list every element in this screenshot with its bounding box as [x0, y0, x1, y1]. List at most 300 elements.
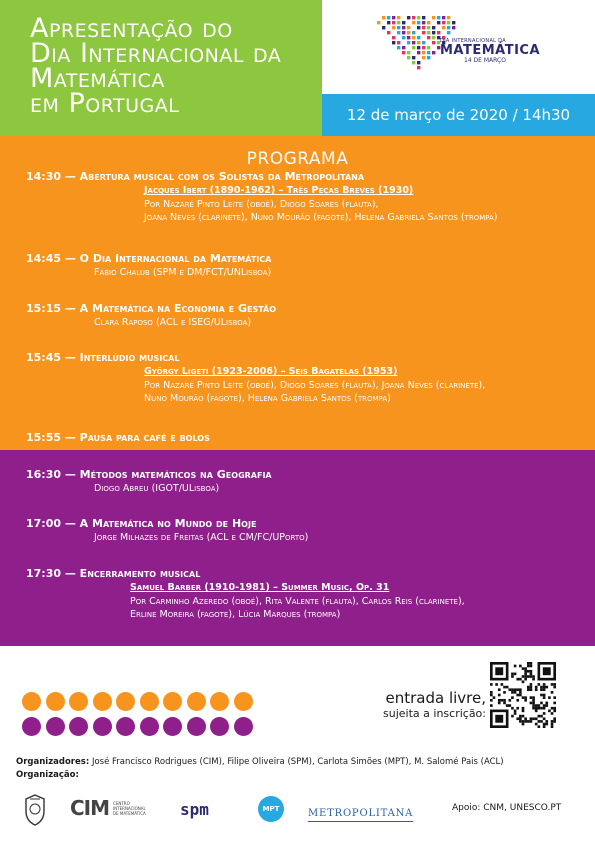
qr-cell [503, 699, 506, 702]
logo-dot [452, 26, 455, 29]
program-item-speaker: Diogo Abreu (IGOT/ULisboa) [94, 483, 220, 494]
logo-dot [392, 21, 395, 24]
qr-cell [553, 696, 556, 699]
qr-cell [527, 686, 530, 689]
qr-cell [538, 707, 541, 710]
qr-cell [543, 686, 546, 689]
qr-cell [490, 662, 508, 665]
qr-cell [543, 725, 546, 728]
program-item-speaker: Fábio Chalub (SPM e DM/FCT/UNLisboa) [94, 267, 272, 278]
qr-cell [553, 710, 556, 713]
logo-dot [432, 31, 435, 34]
logo-dot [417, 21, 420, 24]
logo-dot [417, 51, 420, 54]
logo-dot [432, 26, 435, 29]
logo-dot [412, 21, 415, 24]
qr-cell [535, 707, 538, 710]
entrada-info [370, 689, 486, 720]
qr-cell [535, 686, 538, 689]
logo-dot [412, 16, 415, 19]
qr-cell [535, 723, 538, 726]
qr-cell [545, 704, 548, 707]
qr-cell [538, 725, 541, 728]
qr-cell [551, 712, 554, 715]
qr-cell [543, 696, 546, 699]
logo-dot [402, 36, 405, 39]
program-item-time-title: 14:30 — Abertura musical com os Solistas da Metropolitana [26, 170, 365, 183]
spm-logo [180, 800, 209, 819]
logo-dot [417, 16, 420, 19]
organizacao-label: Organização: [16, 770, 79, 780]
logo-dot [437, 21, 440, 24]
qr-cell [498, 702, 501, 705]
qr-cell [495, 667, 503, 675]
decorative-dots [22, 692, 262, 738]
logo-dot [412, 61, 415, 64]
qr-cell [540, 688, 543, 691]
title-line-2: Dia Internacional da [30, 38, 282, 69]
logo-dot [397, 16, 400, 19]
qr-cell [538, 704, 541, 707]
program-item-time-title: 17:00 — A Matemática no Mundo de Hoje [26, 517, 257, 530]
logo-dot [417, 61, 420, 64]
qr-cell [553, 702, 556, 705]
qr-cell [516, 688, 519, 691]
qr-cell [524, 667, 527, 670]
program-item-time-title: 14:45 — O Dia Internacional da Matemática [26, 252, 272, 265]
logo-dot [447, 21, 450, 24]
logo-dot [422, 31, 425, 34]
program-item-performers: Por Nazaré Pinto Leite (oboé), Diogo Soares (flauta), Joana Neves (clarinete), [144, 379, 486, 391]
program-item-performers: Nuno Mourão (fagote), Helena Gabriela Santos (trompa) [144, 393, 391, 404]
qr-cell [551, 707, 554, 710]
qr-cell [501, 683, 504, 686]
qr-cell [495, 715, 503, 723]
logo-dot [427, 36, 430, 39]
qr-cell [543, 704, 546, 707]
logo-dot [412, 46, 415, 49]
organizadores-label: Organizadores: [16, 757, 90, 767]
qr-cell [553, 707, 556, 710]
qr-cell [522, 696, 525, 699]
logo-dot [392, 41, 395, 44]
program-item-work-text: Jacques Ibert (1890-1962) – Três Peças Breves (1930) [144, 185, 414, 196]
qr-cell [490, 694, 493, 697]
decorative-dot [210, 692, 229, 711]
qr-cell [545, 723, 548, 726]
qr-cell [530, 686, 533, 689]
mpt-logo-text: MPT [262, 805, 280, 813]
qr-cell [514, 710, 517, 713]
qr-cell [490, 678, 508, 681]
program-item [26, 302, 276, 330]
logo-dot [397, 21, 400, 24]
program-item-work [26, 581, 465, 595]
qr-cell [538, 720, 541, 723]
logo-dot [407, 16, 410, 19]
logo-dot [407, 41, 410, 44]
inscricao-text: sujeita a inscrição: [383, 707, 486, 720]
qr-cell [540, 707, 543, 710]
qr-cell [506, 710, 509, 728]
qr-cell [548, 710, 551, 713]
logo-dot [407, 51, 410, 54]
logo-dot [427, 31, 430, 34]
qr-cell [527, 688, 530, 691]
program-item-time-title: 17:30 — Encerramento musical [26, 567, 201, 580]
qr-cell [524, 717, 527, 720]
logo-dot [432, 41, 435, 44]
logo-dot [402, 31, 405, 34]
qr-cell [498, 694, 501, 697]
logo-dot [422, 16, 425, 19]
logo-dot [392, 16, 395, 19]
logo-dot [427, 46, 430, 49]
decorative-dot [140, 717, 159, 736]
program-item-time-title: 15:55 — Pausa para café e bolos [26, 431, 210, 444]
qr-cell [543, 694, 546, 697]
qr-cell [530, 683, 533, 686]
qr-cell [540, 686, 543, 689]
qr-cell [522, 667, 525, 670]
title-line-3: Matemática [30, 63, 165, 94]
qr-cell [551, 725, 554, 728]
qr-cell [514, 691, 517, 694]
qr-cell [516, 694, 519, 697]
qr-cell [551, 691, 554, 694]
logo-dot [442, 26, 445, 29]
logo-dot [432, 36, 435, 39]
program-item-speaker: Jorge Milhazes de Freitas (ACL e CM/FC/UPorto) [94, 532, 309, 543]
qr-cell [543, 683, 546, 686]
qr-cell [538, 683, 541, 686]
logo-dot [402, 26, 405, 29]
logo-dot [447, 16, 450, 19]
decorative-dot [46, 717, 65, 736]
qr-cell [527, 670, 530, 673]
qr-cell [490, 704, 493, 707]
logo-dot [382, 16, 385, 19]
program-item-work-text: György Ligeti (1923-2006) – Seis Bagatelas (1953) [144, 366, 398, 377]
qr-cell [538, 715, 541, 718]
qr-cell [543, 712, 546, 715]
qr-cell [522, 715, 525, 718]
qr-cell [551, 723, 554, 726]
date-time-banner [322, 94, 595, 136]
logo-dot [402, 46, 405, 49]
logo-dot [417, 41, 420, 44]
qr-cell [530, 720, 533, 723]
qr-cell [530, 688, 533, 691]
qr-cell [506, 662, 509, 680]
qr-cell [530, 670, 533, 673]
logo-dot [407, 56, 410, 59]
qr-cell [490, 662, 493, 680]
qr-cell [519, 691, 522, 694]
qr-cell [511, 675, 514, 678]
program-item [26, 351, 485, 406]
decorative-dot [69, 717, 88, 736]
qr-cell [535, 710, 538, 713]
qr-cell [532, 707, 535, 710]
decorative-dot [234, 692, 253, 711]
qr-cell [519, 717, 522, 720]
program-item [26, 567, 465, 622]
program-item [26, 468, 272, 496]
qr-cell [508, 704, 511, 707]
logo-dot [437, 16, 440, 19]
logo-dot [412, 31, 415, 34]
qr-cell [551, 720, 554, 723]
logo-dot [407, 36, 410, 39]
qr-cell [532, 678, 535, 681]
qr-cell [532, 717, 535, 720]
qr-cell [522, 723, 525, 726]
qr-cell [553, 720, 556, 723]
qr-cell [527, 662, 530, 665]
qr-cell [501, 699, 504, 702]
qr-cell [524, 675, 527, 678]
qr-cell [508, 699, 511, 702]
logo-dot [417, 36, 420, 39]
logo-small-text: DIA INTERNACIONAL DA [440, 38, 506, 44]
qr-cell [538, 662, 541, 680]
logo-dot [442, 16, 445, 19]
decorative-dot [187, 717, 206, 736]
qr-cell [508, 688, 511, 691]
program-item-speaker: Clara Raposo (ACL e ISEG/ULisboa) [94, 317, 252, 328]
qr-cell [519, 665, 522, 668]
organizadores-line [16, 757, 504, 767]
qr-cell [516, 699, 519, 702]
logo-date-text: 14 DE MARÇO [464, 57, 506, 64]
qr-cell [514, 665, 517, 668]
qr-cell [548, 696, 551, 699]
qr-cell [540, 694, 543, 697]
cim-logo-text: CIM [70, 796, 110, 820]
qr-cell [530, 665, 533, 668]
qr-cell [532, 696, 535, 699]
qr-cell [490, 699, 493, 702]
logo-dot [427, 21, 430, 24]
qr-cell [530, 702, 533, 705]
qr-cell [495, 683, 498, 686]
program-item-work-text: Samuel Barber (1910-1981) – Summer Music, Op. 31 [130, 582, 390, 593]
qr-cell [503, 691, 506, 694]
qr-cell [527, 720, 530, 723]
logo-dot [422, 26, 425, 29]
logo-dot [447, 31, 450, 34]
logo-dot [422, 51, 425, 54]
logo-dot [422, 21, 425, 24]
qr-cell [553, 683, 556, 686]
logo-dot [437, 31, 440, 34]
logo-dot [387, 21, 390, 24]
qr-cell [535, 688, 538, 691]
qr-cell [516, 678, 519, 681]
qr-cell [524, 673, 527, 676]
qr-cell [543, 707, 546, 710]
qr-cell [543, 667, 551, 675]
program-item [26, 431, 210, 445]
decorative-dot [116, 717, 135, 736]
program-item-performers: Joana Neves (clarinete), Nuno Mourão (fagote), Helena Gabriela Santos (trompa) [144, 212, 498, 223]
decorative-dot [187, 692, 206, 711]
qr-cell [540, 702, 543, 705]
logo-dot [402, 51, 405, 54]
qr-cell [524, 696, 527, 699]
qr-cell [514, 688, 517, 691]
qr-cell [535, 717, 538, 720]
qr-cell [519, 720, 522, 723]
logo-dot [387, 16, 390, 19]
qr-cell [530, 662, 533, 665]
qr-cell [535, 704, 538, 707]
decorative-dot [46, 692, 65, 711]
qr-cell [511, 707, 514, 710]
organizadores-names: José Francisco Rodrigues (CIM), Filipe Oliveira (SPM), Carlota Simões (MPT), M. Salomé Pais (ACL) [91, 757, 504, 767]
logo-dot [427, 26, 430, 29]
qr-cell [503, 702, 506, 705]
decorative-dot [163, 692, 182, 711]
qr-cell [490, 710, 493, 728]
mpt-logo [258, 796, 284, 822]
decorative-dot [93, 692, 112, 711]
decorative-dot [93, 717, 112, 736]
qr-cell [511, 691, 514, 694]
qr-cell [532, 699, 535, 702]
qr-cell [519, 715, 522, 718]
program-item-time-title: 16:30 — Métodos matemáticos na Geografia [26, 468, 272, 481]
qr-cell [540, 720, 543, 723]
decorative-dot [116, 692, 135, 711]
programa-heading: PROGRAMA [246, 149, 349, 169]
qr-cell [524, 699, 527, 702]
logo-dot [447, 26, 450, 29]
logo-dot [432, 16, 435, 19]
qr-cell [553, 662, 556, 680]
decorative-dot [140, 692, 159, 711]
qr-cell [511, 696, 514, 699]
qr-cell [543, 723, 546, 726]
qr-cell [506, 704, 509, 707]
logo-dot [397, 41, 400, 44]
spm-logo-text: spm [180, 800, 209, 819]
decorative-dot [22, 717, 41, 736]
program-item-work [26, 365, 485, 379]
dia-matematica-logo [322, 0, 595, 94]
program-item-performers: Por Nazaré Pinto Leite (oboé), Diogo Soares (flauta), [144, 198, 379, 210]
qr-cell [524, 670, 527, 673]
qr-cell [498, 688, 501, 691]
page-title [30, 13, 282, 119]
qr-cell [522, 680, 525, 683]
cim-logo [70, 796, 151, 820]
qr-cell [530, 675, 533, 678]
qr-cell [524, 720, 527, 723]
logo-dot [442, 21, 445, 24]
cim-logo-subtext: CENTRO INTERNACIONAL DE MATEMÁTICA [113, 800, 146, 816]
logo-dot [452, 21, 455, 24]
qr-cell [506, 686, 509, 689]
program-item [26, 252, 271, 280]
logo-dot [422, 46, 425, 49]
qr-cell [545, 702, 548, 705]
metropolitana-logo-text: METROPOLITANA [308, 808, 414, 819]
metropolitana-logo [308, 801, 413, 822]
logo-dot [387, 31, 390, 34]
qr-cell [551, 683, 554, 686]
qr-cell [538, 678, 556, 681]
qr-cell [498, 699, 501, 702]
date-time-text: 12 de março de 2020 / 14h30 [346, 106, 571, 124]
logo-dot [377, 21, 380, 24]
qr-cell [527, 675, 530, 678]
qr-cell [490, 683, 493, 686]
program-item-time-title: 15:45 — Interlúdio musical [26, 351, 180, 364]
logo-dot [392, 26, 395, 29]
qr-cell [545, 686, 548, 689]
logo-dot [397, 26, 400, 29]
logo-dot [417, 46, 420, 49]
qr-code-icon[interactable] [490, 662, 556, 728]
logo-dot [407, 31, 410, 34]
university-crest-icon [20, 793, 50, 827]
decorative-dot [69, 692, 88, 711]
qr-cell [543, 688, 546, 691]
qr-cell [516, 717, 519, 720]
qr-cell [540, 715, 543, 718]
qr-cell [530, 696, 533, 699]
apoio-text: Apoio: CNM, UNESCO.PT [452, 803, 562, 813]
qr-cell [545, 720, 548, 723]
qr-cell [490, 725, 508, 728]
logo-dot [422, 56, 425, 59]
qr-cell [532, 704, 535, 707]
qr-cell [490, 691, 493, 694]
logo-dot [432, 51, 435, 54]
logo-dot [417, 26, 420, 29]
program-item-performers: Erline Moreira (fagote), Lúcia Marques (trompa) [130, 609, 341, 620]
qr-cell [514, 673, 517, 676]
qr-cell [503, 686, 506, 689]
logo-dot [382, 26, 385, 29]
program-item-work [26, 184, 498, 198]
logo-dot [427, 56, 430, 59]
decorative-dot [234, 717, 253, 736]
qr-cell [530, 673, 533, 676]
qr-cell [522, 710, 525, 713]
qr-cell [511, 673, 514, 676]
decorative-dot [210, 717, 229, 736]
qr-cell [516, 707, 519, 710]
decorative-dot [163, 717, 182, 736]
logo-dot [422, 41, 425, 44]
qr-cell [511, 688, 514, 691]
qr-cell [522, 707, 525, 710]
logo-big-text: MATEMÁTICA [440, 43, 541, 58]
qr-cell [519, 694, 522, 697]
program-item [26, 517, 308, 545]
qr-cell [522, 675, 525, 678]
title-line-1: Apresentação do [30, 13, 233, 44]
qr-cell [490, 710, 508, 713]
program-item-performers: Por Carminho Azeredo (oboé), Rita Valente (flauta), Carlos Reis (clarinete), [130, 595, 465, 607]
logo-dot [407, 26, 410, 29]
qr-cell [538, 662, 556, 665]
logo-dot [397, 46, 400, 49]
qr-cell [532, 675, 535, 678]
